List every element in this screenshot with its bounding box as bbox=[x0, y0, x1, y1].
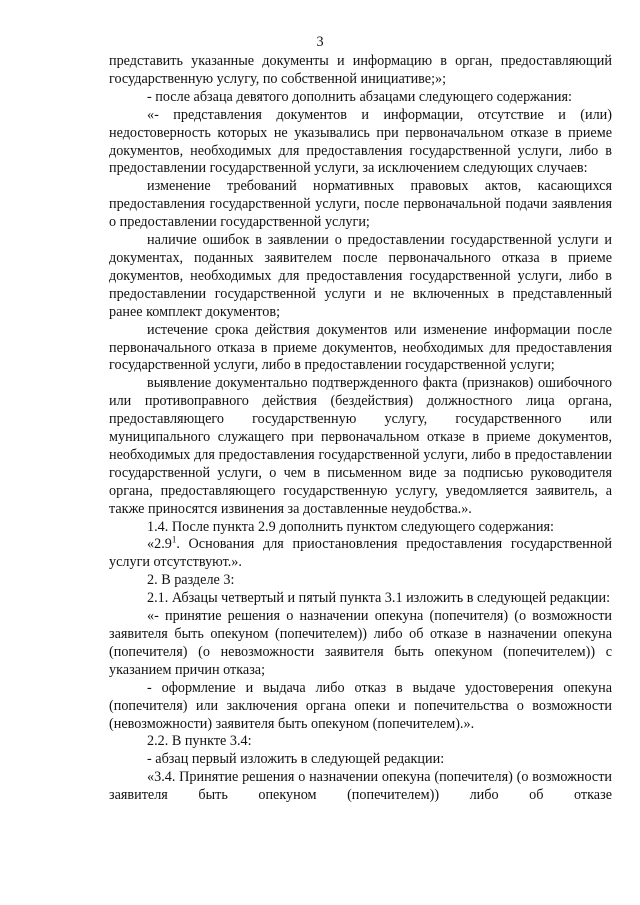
paragraph: «- принятие решения о назначении опекуна (попечителя) (о возможности заявителя быть опекуном (попечителем)) либо об отказе в назначении опекуна (попечителя) (о невозможности заявителя быть опекуном (попечителем)) с указанием причин отказа; bbox=[109, 608, 612, 678]
paragraph: наличие ошибок в заявлении о предоставлении государственной услуги и документах, поданных заявителем после первоначального отказа в приеме документов, необходимых для предоставления государственной услуги, либо в предоставлении государственной услуги и не включенных в представленный ранее комплект документов; bbox=[109, 232, 612, 320]
paragraph: 1.4. После пункта 2.9 дополнить пунктом следующего содержания: bbox=[147, 518, 554, 535]
paragraph: выявление документально подтвержденного факта (признаков) ошибочного или противоправного действия (бездействия) должностного лица органа, предоставляющего государственную услугу, государственного или муниципального служащего при первоначальном отказе в приеме документов, необходимых для предоставления государственной услуги, либо в предоставлении государственной услуги, о чем в письменном виде за подписью руководителя органа, предоставляющего государственную услугу, уведомляется заявитель, а также приносятся извинения за доставленные неудобства.». bbox=[109, 375, 612, 517]
paragraph: 2. В разделе 3: bbox=[147, 572, 235, 589]
paragraph-text-after: . Основания для приостановления предоставления государственной услуги отсутствуют.». bbox=[109, 536, 612, 571]
paragraph: представить указанные документы и информацию в орган, предоставляющий государственную услугу, по собственной инициативе;»; bbox=[109, 53, 612, 87]
page-number: 3 bbox=[316, 34, 324, 50]
paragraph: - после абзаца девятого дополнить абзацами следующего содержания: bbox=[147, 88, 572, 105]
document-body bbox=[109, 53, 612, 805]
paragraph-with-superscript bbox=[109, 536, 612, 572]
paragraph: 2.2. В пункте 3.4: bbox=[147, 733, 252, 750]
paragraph: изменение требований нормативных правовых актов, касающихся предоставления государственной услуги, после первоначальной подачи заявления о предоставлении государственной услуги; bbox=[109, 178, 612, 231]
paragraph: 2.1. Абзацы четвертый и пятый пункта 3.1 изложить в следующей редакции: bbox=[147, 590, 611, 607]
paragraph-text-before: «2.9 bbox=[147, 536, 172, 553]
paragraph: «3.4. Принятие решения о назначении опекуна (попечителя) (о возможности заявителя быть опекуном (попечителем)) либо об отказе bbox=[109, 769, 612, 804]
paragraph: истечение срока действия документов или изменение информации после первоначального отказа в приеме документов, необходимых для предоставления государственной услуги, либо в предоставлении государственной услуги; bbox=[109, 321, 612, 374]
paragraph: - абзац первый изложить в следующей редакции: bbox=[147, 751, 445, 768]
superscript-index: 1 bbox=[171, 534, 177, 545]
paragraph: «- представления документов и информации, отсутствие и (или) недостоверность которых не указывались при первоначальном отказе в приеме документов, необходимых для предоставления государственной услуги, либо в предоставлении государственной услуги, за исключением следующих случаев: bbox=[109, 106, 612, 177]
paragraph: - оформление и выдача либо отказ в выдаче удостоверения опекуна (попечителя) или заключения органа опеки и попечительства о возможности (невозможности) заявителя быть опекуном (попечителем).». bbox=[109, 679, 612, 732]
